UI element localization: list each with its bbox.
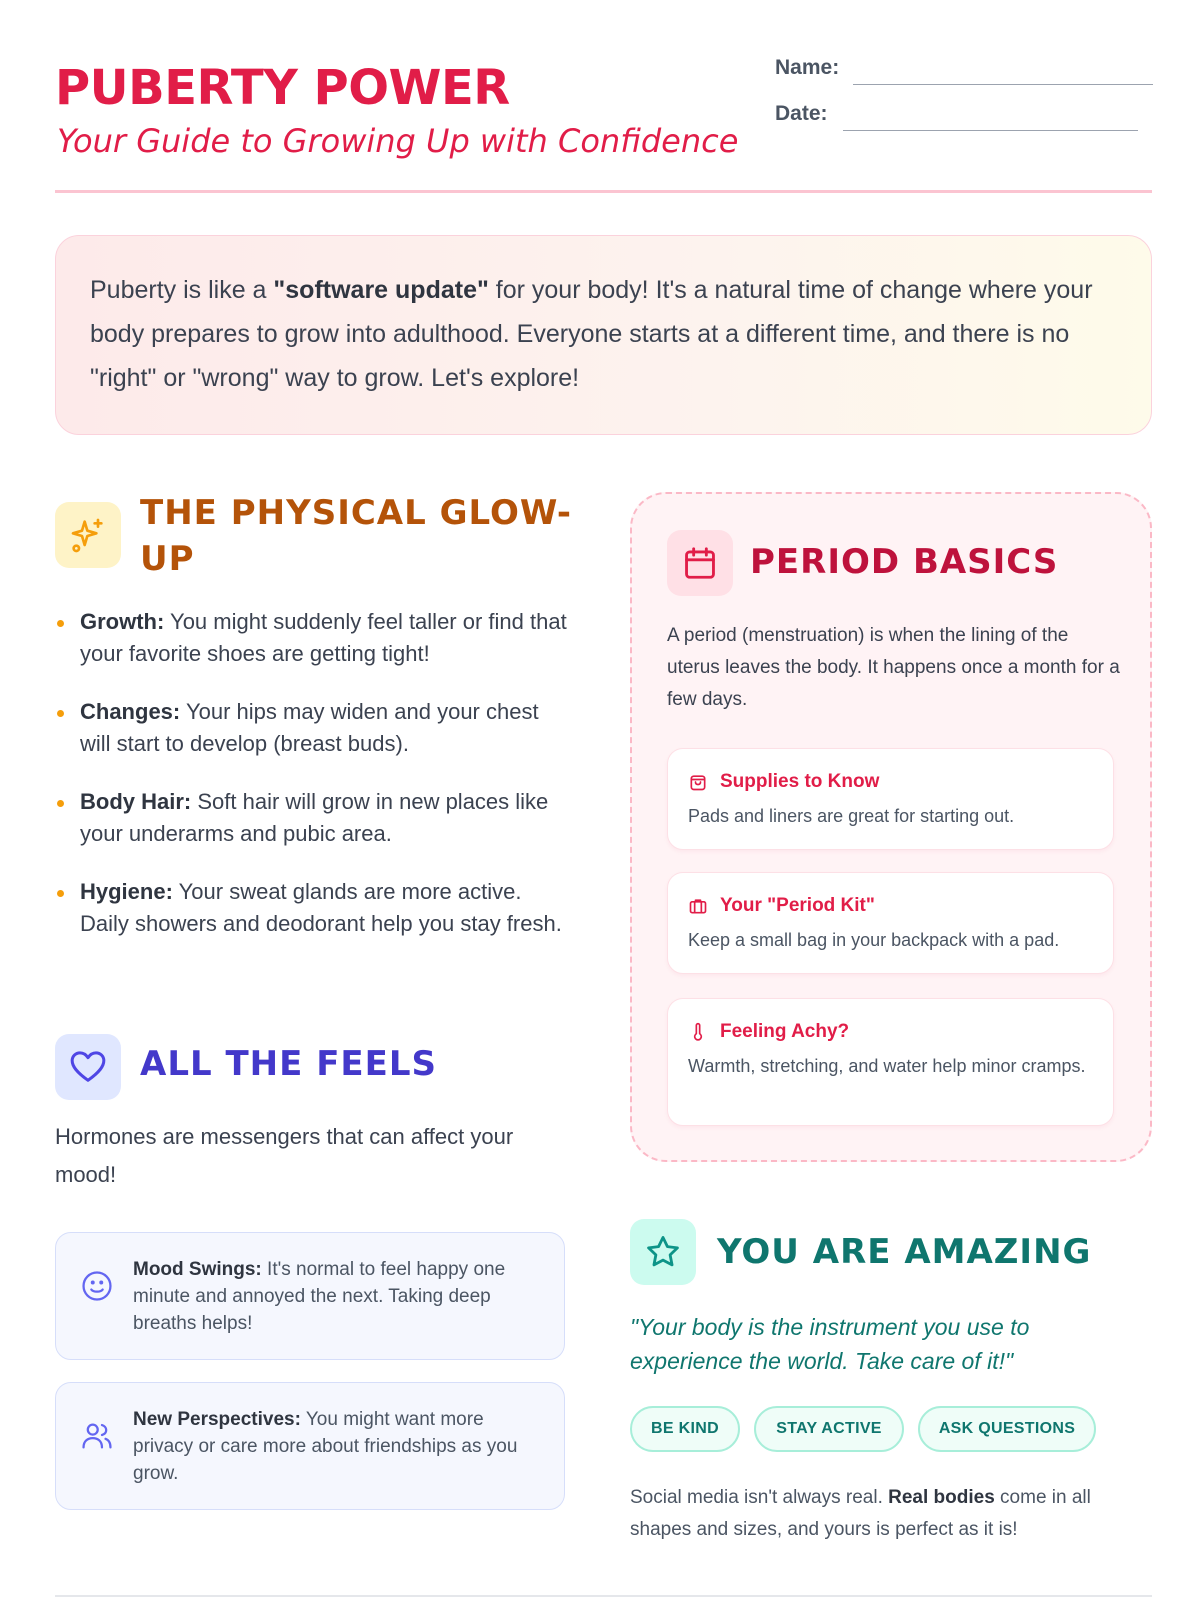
list-item-term: Growth: <box>80 609 165 634</box>
heart-icon <box>55 1034 121 1100</box>
card-text: You might want more privacy or care more about friendships as you grow. <box>133 1409 518 1484</box>
pill-ask-questions: ASK QUESTIONS <box>918 1406 1096 1452</box>
social-text-after: come in all shapes and sizes, and yours is perfect as it is! <box>630 1487 1091 1540</box>
list-item <box>55 606 575 670</box>
star-icon <box>630 1219 696 1285</box>
amazing-quote: "Your body is the instrument you use to experience the world. Take care of it!" <box>630 1314 1030 1374</box>
list-item-term: Body Hair: <box>80 789 192 814</box>
feeling-achy-card-title: Feeling Achy? <box>720 1021 850 1042</box>
physical-list <box>55 606 575 940</box>
name-line[interactable] <box>853 84 1153 85</box>
name-label: Name: <box>775 56 840 79</box>
period-kit-card-header <box>688 895 875 917</box>
card-term: New Perspectives: <box>133 1409 301 1430</box>
physical-section-title: THE PHYSICAL GLOW-UP <box>140 493 572 579</box>
period-kit-card-title: Your "Period Kit" <box>720 895 875 916</box>
period-kit-card <box>667 872 1114 974</box>
new-perspectives-text <box>133 1406 543 1487</box>
new-perspectives-card <box>55 1382 565 1510</box>
feeling-achy-card <box>667 998 1114 1126</box>
feeling-achy-card-text: Warmth, stretching, and water help minor cramps. <box>688 1056 1086 1076</box>
worksheet-page <box>55 0 1152 1600</box>
feeling-achy-card-header <box>688 1021 849 1043</box>
intro-text <box>90 268 1117 400</box>
card-term: Mood Swings: <box>133 1259 262 1280</box>
list-item <box>55 696 575 760</box>
list-item-term: Changes: <box>80 699 181 724</box>
intro-box <box>55 235 1152 435</box>
social-text-before: Social media isn't always real. <box>630 1487 889 1508</box>
intro-text-before: Puberty is like a <box>90 276 274 304</box>
list-item-text: Soft hair will grow in new places like your underarms and pubic area. <box>80 789 549 846</box>
header-divider <box>55 190 1152 193</box>
mood-swings-text <box>133 1256 543 1337</box>
footer-divider <box>55 1595 1152 1597</box>
page-title: PUBERTY POWER <box>55 60 510 116</box>
briefcase-icon <box>688 896 708 916</box>
supplies-card-text: Pads and liners are great for starting out. <box>688 806 1015 826</box>
supplies-card <box>667 748 1114 850</box>
social-media-note <box>630 1482 1140 1546</box>
amazing-section-title: YOU ARE AMAZING <box>717 1232 1092 1272</box>
list-item <box>55 786 575 850</box>
period-section-title: PERIOD BASICS <box>750 542 1059 582</box>
social-text-bold: Real bodies <box>888 1487 995 1508</box>
date-line[interactable] <box>843 130 1138 131</box>
list-item-text: You might suddenly feel taller or find that your favorite shoes are getting tight! <box>80 609 567 666</box>
list-item-term: Hygiene: <box>80 879 173 904</box>
feels-intro-text: Hormones are messengers that can affect your mood! <box>55 1124 514 1187</box>
smile-icon <box>80 1269 114 1303</box>
supplies-card-title: Supplies to Know <box>720 771 880 792</box>
period-description: A period (menstruation) is when the lining of the uterus leaves the body. It happens once a month for a few days. <box>667 625 1120 710</box>
list-item-text: Your hips may widen and your chest will start to develop (breast buds). <box>80 699 539 756</box>
mood-swings-card <box>55 1232 565 1360</box>
supplies-card-header <box>688 771 879 793</box>
pill-stay-active: STAY ACTIVE <box>754 1406 904 1452</box>
card-text: It's normal to feel happy one minute and annoyed the next. Taking deep breaths helps! <box>133 1259 506 1334</box>
page-subtitle: Your Guide to Growing Up with Confidence <box>57 122 739 160</box>
sparkles-icon <box>55 502 121 568</box>
thermometer-icon <box>688 1022 708 1042</box>
intro-text-after: for your body! It's a natural time of change where your body prepares to grow into adulthood. Everyone starts at a different time, and there is no "right" or "wrong" way to grow. Let's explore! <box>90 276 1093 392</box>
date-label: Date: <box>775 102 828 125</box>
period-kit-card-text: Keep a small bag in your backpack with a pad. <box>688 930 1060 950</box>
pill-be-kind: BE KIND <box>630 1406 740 1452</box>
intro-highlight: "software update" <box>273 276 489 304</box>
list-item-text: Your sweat glands are more active. Daily showers and deodorant help you stay fresh. <box>80 879 562 936</box>
shopping-bag-icon <box>688 772 708 792</box>
users-icon <box>80 1419 114 1453</box>
feels-section-title: ALL THE FEELS <box>140 1044 438 1084</box>
calendar-icon <box>667 530 733 596</box>
list-item <box>55 876 575 940</box>
